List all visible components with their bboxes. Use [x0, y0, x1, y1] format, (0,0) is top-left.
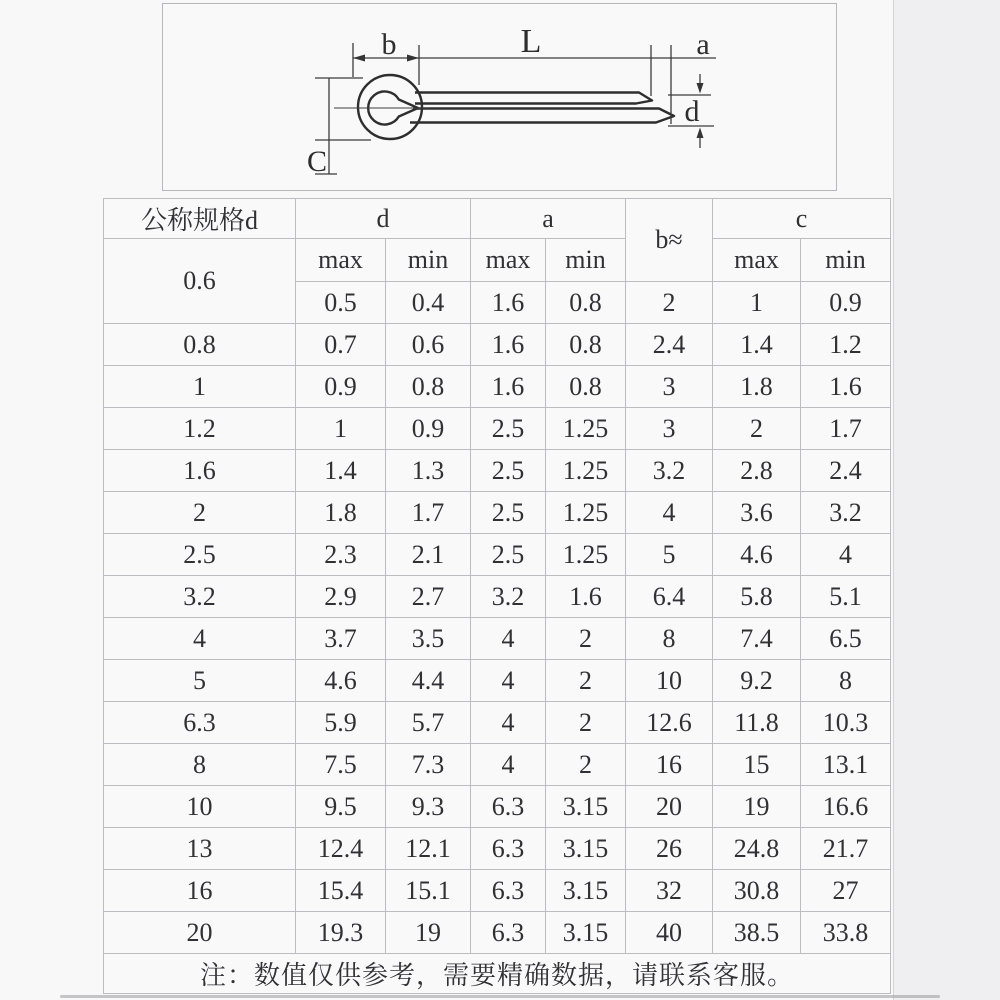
- spec-cell: 26: [626, 828, 713, 870]
- spec-cell: 4: [801, 534, 891, 576]
- spec-cell: 4: [471, 744, 546, 786]
- spec-cell: 4: [471, 618, 546, 660]
- spec-cell: 7.3: [386, 744, 471, 786]
- spec-cell: 2.4: [801, 450, 891, 492]
- table-row: [104, 492, 891, 534]
- spec-cell: 1.4: [713, 324, 801, 366]
- spec-cell: 2.5: [471, 408, 546, 450]
- spec-cell: 0.7: [296, 324, 386, 366]
- spec-cell: 2: [713, 408, 801, 450]
- spec-size-cell: 8: [104, 744, 296, 786]
- spec-cell: 16: [626, 744, 713, 786]
- spec-cell: 32: [626, 870, 713, 912]
- spec-cell: 19: [386, 912, 471, 954]
- spec-cell: 2.1: [386, 534, 471, 576]
- spec-cell: 6.4: [626, 576, 713, 618]
- spec-cell: 9.3: [386, 786, 471, 828]
- spec-cell: 2.5: [471, 450, 546, 492]
- spec-cell: 4.6: [296, 660, 386, 702]
- spec-cell: 1.8: [713, 366, 801, 408]
- spec-cell: 2: [626, 282, 713, 324]
- spec-cell: 2.7: [386, 576, 471, 618]
- spec-size-cell: 10: [104, 786, 296, 828]
- spec-cell: 5.9: [296, 702, 386, 744]
- spec-cell: 4: [471, 702, 546, 744]
- spec-cell: 2: [546, 660, 626, 702]
- spec-cell: 5.7: [386, 702, 471, 744]
- spec-cell: 27: [801, 870, 891, 912]
- spec-cell: 16.6: [801, 786, 891, 828]
- spec-cell: 0.6: [386, 324, 471, 366]
- spec-cell: 2.9: [296, 576, 386, 618]
- spec-cell: 38.5: [713, 912, 801, 954]
- spec-table: [103, 198, 891, 994]
- table-row: [104, 702, 891, 744]
- spec-cell: 1.25: [546, 408, 626, 450]
- spec-size-cell: 1.2: [104, 408, 296, 450]
- spec-cell: 4: [626, 492, 713, 534]
- dim-label-a: a: [696, 28, 710, 61]
- spec-size-cell: 4: [104, 618, 296, 660]
- photo-bottom-edge: [60, 995, 940, 998]
- spec-cell: 1.6: [471, 282, 546, 324]
- note-text: 注：数值仅供参考，需要精确数据，请联系客服。: [104, 954, 891, 994]
- spec-cell: 6.3: [471, 870, 546, 912]
- sub-header-a-max: max: [471, 239, 546, 282]
- spec-cell: 8: [801, 660, 891, 702]
- spec-cell: 9.5: [296, 786, 386, 828]
- spec-cell: 2.8: [713, 450, 801, 492]
- spec-cell: 6.3: [471, 828, 546, 870]
- spec-cell: 7.5: [296, 744, 386, 786]
- spec-cell: 2.3: [296, 534, 386, 576]
- spec-cell: 33.8: [801, 912, 891, 954]
- table-row: [104, 324, 891, 366]
- spec-cell: 2.4: [626, 324, 713, 366]
- spec-cell: 4.6: [713, 534, 801, 576]
- spec-cell: 0.9: [386, 408, 471, 450]
- spec-cell: 6.3: [471, 912, 546, 954]
- spec-cell: 4: [471, 660, 546, 702]
- dim-label-c: C: [306, 145, 328, 178]
- table-row: [104, 660, 891, 702]
- spec-size-cell: 20: [104, 912, 296, 954]
- spec-cell: 3.2: [471, 576, 546, 618]
- spec-cell: 20: [626, 786, 713, 828]
- spec-cell: 1.6: [471, 366, 546, 408]
- spec-cell: 1: [296, 408, 386, 450]
- spec-size-cell: 0.6: [104, 239, 296, 324]
- spec-cell: 15.4: [296, 870, 386, 912]
- spec-cell: 0.8: [386, 366, 471, 408]
- table-row: [104, 870, 891, 912]
- dim-label-d: d: [684, 95, 700, 128]
- spec-cell: 1.3: [386, 450, 471, 492]
- spec-cell: 0.8: [546, 282, 626, 324]
- sub-header-row: [104, 239, 891, 282]
- spec-cell: 1.7: [801, 408, 891, 450]
- spec-cell: 3.7: [296, 618, 386, 660]
- spec-cell: 12.1: [386, 828, 471, 870]
- spec-cell: 3.5: [386, 618, 471, 660]
- spec-cell: 3.6: [713, 492, 801, 534]
- spec-size-cell: 13: [104, 828, 296, 870]
- spec-cell: 1.4: [296, 450, 386, 492]
- spec-cell: 0.8: [546, 366, 626, 408]
- spec-size-cell: 1.6: [104, 450, 296, 492]
- dim-label-b: b: [381, 28, 397, 61]
- spec-cell: 13.1: [801, 744, 891, 786]
- spec-cell: 1.7: [386, 492, 471, 534]
- table-row: [104, 450, 891, 492]
- spec-table-body: [104, 199, 891, 994]
- spec-cell: 12.4: [296, 828, 386, 870]
- spec-cell: 10: [626, 660, 713, 702]
- spec-cell: 40: [626, 912, 713, 954]
- page-right-margin: [893, 0, 1000, 1000]
- spec-cell: 1.25: [546, 450, 626, 492]
- table-row: [104, 744, 891, 786]
- spec-cell: 3.15: [546, 828, 626, 870]
- spec-cell: 10.3: [801, 702, 891, 744]
- group-header-a: a: [471, 199, 626, 239]
- pin-top-prong: [415, 93, 652, 104]
- table-row: [104, 912, 891, 954]
- spec-size-cell: 0.8: [104, 324, 296, 366]
- spec-cell: 1.8: [296, 492, 386, 534]
- spec-cell: 15.1: [386, 870, 471, 912]
- corner-header: 公称规格d: [104, 199, 296, 239]
- spec-cell: 3.2: [801, 492, 891, 534]
- spec-cell: 7.4: [713, 618, 801, 660]
- spec-cell: 2.5: [471, 534, 546, 576]
- spec-cell: 30.8: [713, 870, 801, 912]
- table-row: [104, 618, 891, 660]
- spec-cell: 4.4: [386, 660, 471, 702]
- sub-header-c-min: min: [801, 239, 891, 282]
- table-row: [104, 408, 891, 450]
- spec-cell: 5.8: [713, 576, 801, 618]
- spec-cell: 0.4: [386, 282, 471, 324]
- spec-cell: 2: [546, 744, 626, 786]
- spec-size-cell: 2: [104, 492, 296, 534]
- spec-size-cell: 1: [104, 366, 296, 408]
- table-row: [104, 366, 891, 408]
- spec-cell: 3.15: [546, 786, 626, 828]
- spec-cell: 0.8: [546, 324, 626, 366]
- spec-cell: 1.2: [801, 324, 891, 366]
- sub-header-c-max: max: [713, 239, 801, 282]
- spec-cell: 12.6: [626, 702, 713, 744]
- spec-cell: 3.2: [626, 450, 713, 492]
- spec-cell: 9.2: [713, 660, 801, 702]
- spec-cell: 5: [626, 534, 713, 576]
- spec-cell: 1.6: [546, 576, 626, 618]
- spec-cell: 2: [546, 618, 626, 660]
- pin-outline: [358, 75, 674, 139]
- sub-header-d-min: min: [386, 239, 471, 282]
- pin-bottom-prong: [410, 109, 674, 123]
- table-row: [104, 828, 891, 870]
- dim-label-L: L: [520, 23, 542, 60]
- spec-cell: 1.25: [546, 492, 626, 534]
- group-header-b: b≈: [626, 199, 713, 282]
- cotter-pin-diagram-svg: [163, 4, 836, 190]
- spec-cell: 21.7: [801, 828, 891, 870]
- spec-size-cell: 6.3: [104, 702, 296, 744]
- spec-cell: 19.3: [296, 912, 386, 954]
- table-row: [104, 576, 891, 618]
- cotter-pin-diagram: [162, 3, 837, 191]
- spec-cell: 1.25: [546, 534, 626, 576]
- sub-header-a-min: min: [546, 239, 626, 282]
- table-row: [104, 786, 891, 828]
- spec-size-cell: 2.5: [104, 534, 296, 576]
- spec-cell: 6.3: [471, 786, 546, 828]
- spec-cell: 1: [713, 282, 801, 324]
- spec-cell: 11.8: [713, 702, 801, 744]
- spec-cell: 0.9: [801, 282, 891, 324]
- spec-cell: 5.1: [801, 576, 891, 618]
- spec-cell: 6.5: [801, 618, 891, 660]
- spec-cell: 3.15: [546, 912, 626, 954]
- note-row: [104, 954, 891, 994]
- group-header-c: c: [713, 199, 891, 239]
- spec-cell: 19: [713, 786, 801, 828]
- spec-cell: 3.15: [546, 870, 626, 912]
- spec-cell: 0.9: [296, 366, 386, 408]
- table-row: [104, 534, 891, 576]
- spec-cell: 1.6: [471, 324, 546, 366]
- spec-cell: 15: [713, 744, 801, 786]
- group-header-row: [104, 199, 891, 239]
- spec-cell: 2: [546, 702, 626, 744]
- spec-size-cell: 5: [104, 660, 296, 702]
- spec-cell: 0.5: [296, 282, 386, 324]
- spec-cell: 3: [626, 366, 713, 408]
- spec-cell: 1.6: [801, 366, 891, 408]
- group-header-d: d: [296, 199, 471, 239]
- spec-cell: 2.5: [471, 492, 546, 534]
- sub-header-d-max: max: [296, 239, 386, 282]
- spec-cell: 3: [626, 408, 713, 450]
- spec-cell: 8: [626, 618, 713, 660]
- spec-cell: 24.8: [713, 828, 801, 870]
- spec-size-cell: 16: [104, 870, 296, 912]
- spec-size-cell: 3.2: [104, 576, 296, 618]
